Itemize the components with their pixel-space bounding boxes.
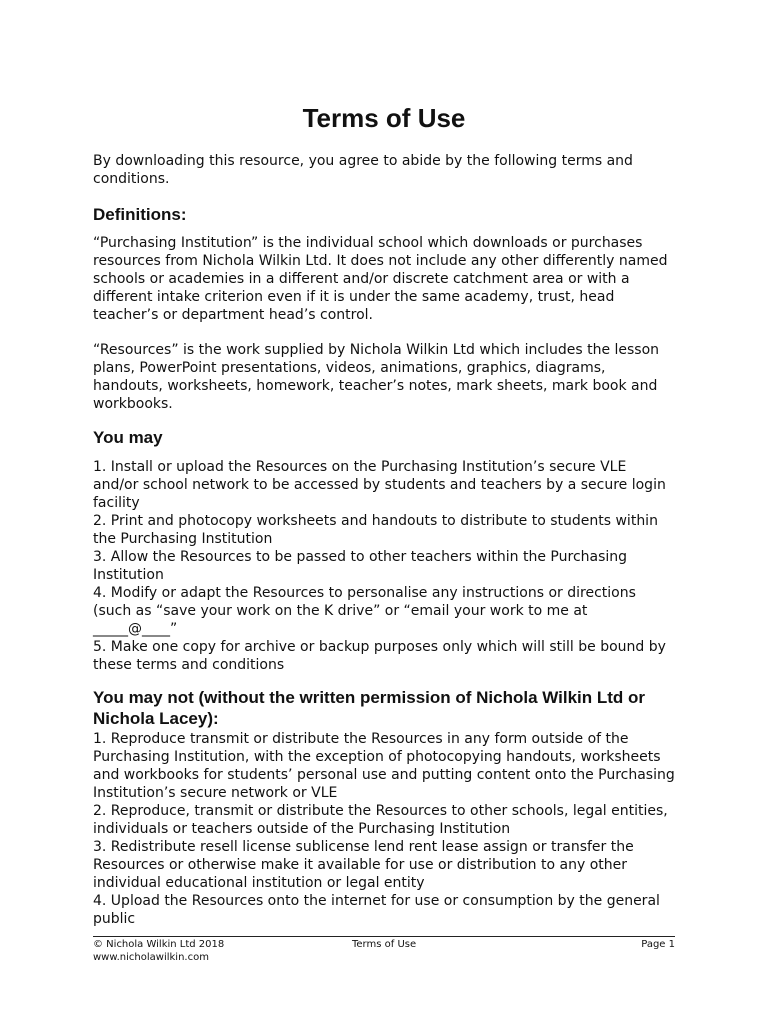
you-may-not-list [93, 730, 675, 928]
intro-paragraph: By downloading this resource, you agree to abide by the following terms and conditions. [93, 153, 633, 187]
list-item: 4. Modify or adapt the Resources to personalise any instructions or directions (such as “save your work on the K drive” or “email your work to me at _____@____” [93, 585, 636, 637]
definitions-heading: Definitions: [93, 205, 187, 224]
footer-copyright: © Nichola Wilkin Ltd 2018 [93, 939, 225, 950]
list-item: 3. Allow the Resources to be passed to other teachers within the Purchasing Institution [93, 549, 628, 583]
you-may-not-heading: You may not (without the written permission of Nichola Wilkin Ltd or Nichola Lacey): [93, 688, 646, 728]
footer-website: www.nicholawilkin.com [93, 952, 209, 963]
page-title: Terms of Use [302, 103, 466, 133]
list-item: 3. Redistribute resell license sublicense lend rent lease assign or transfer the Resources or otherwise make it available for use or distribution to any other individual educational institution or legal entity [93, 839, 634, 891]
you-may-heading: You may [93, 428, 163, 447]
list-item: 4. Upload the Resources onto the internet for use or consumption by the general public [93, 893, 660, 927]
you-may-list [93, 458, 675, 674]
footer-left [93, 938, 224, 964]
list-item: 2. Print and photocopy worksheets and handouts to distribute to students within the Purchasing Institution [93, 513, 658, 547]
list-item: 2. Reproduce, transmit or distribute the Resources to other schools, legal entities, individuals or teachers outside of the Purchasing Institution [93, 803, 668, 837]
footer-divider [93, 936, 675, 937]
list-item: 5. Make one copy for archive or backup purposes only which will still be bound by these terms and conditions [93, 639, 666, 673]
list-item: 1. Reproduce transmit or distribute the Resources in any form outside of the Purchasing Institution, with the exception of photocopying handouts, worksheets and workbooks for students’ personal use and putting content onto the Purchasing Institution’s secure network or VLE [93, 731, 675, 801]
list-item: 1. Install or upload the Resources on the Purchasing Institution’s secure VLE and/or school network to be accessed by students and teachers by a secure login facility [93, 459, 666, 511]
definition-purchasing-institution: “Purchasing Institution” is the individual school which downloads or purchases resources from Nichola Wilkin Ltd. It does not include any other differently named schools or academies in a different and/or discrete catchment area or with a different intake criterion even if it is under the same academy, trust, head teacher’s or department head’s control. [93, 235, 668, 323]
footer-page-number: Page 1 [641, 939, 675, 950]
footer-center: Terms of Use [352, 939, 417, 950]
definition-resources: “Resources” is the work supplied by Nichola Wilkin Ltd which includes the lesson plans, PowerPoint presentations, videos, animations, graphics, diagrams, handouts, worksheets, homework, teacher’s notes, mark sheets, mark book and workbooks. [93, 342, 660, 412]
